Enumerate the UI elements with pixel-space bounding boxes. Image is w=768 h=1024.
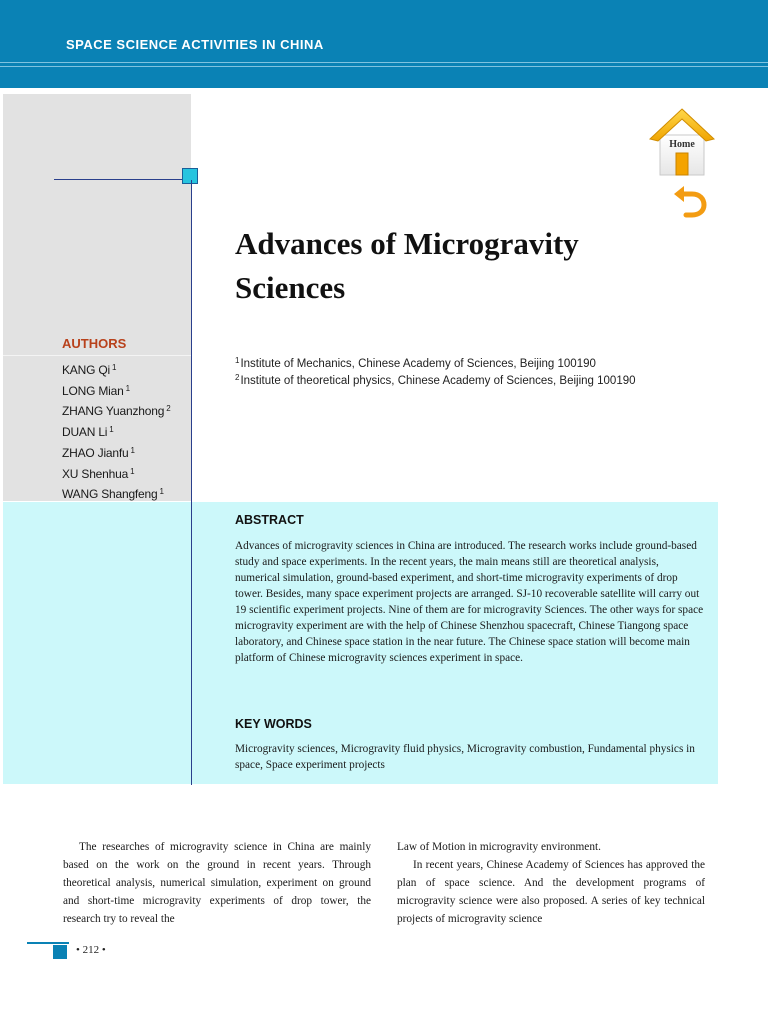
author-affiliation-marker: 1 [109, 425, 114, 435]
author-affiliation-marker: 1 [125, 383, 130, 393]
keywords-text: Microgravity sciences, Microgravity fluid physics, Microgravity combustion, Fundamental physics in space, Space experiment projects [235, 743, 695, 771]
footer-line [27, 942, 69, 944]
footer-square [53, 945, 67, 959]
decorative-vertical-line [191, 180, 192, 785]
header-divider [0, 62, 768, 63]
author-affiliation-marker: 1 [159, 487, 164, 497]
header-title: SPACE SCIENCE ACTIVITIES IN CHINA [66, 37, 324, 52]
author-affiliation-marker: 1 [130, 466, 135, 476]
author-item [62, 463, 170, 484]
authors-list [62, 359, 170, 504]
author-affiliation-marker: 1 [111, 363, 117, 372]
decorative-horizontal-line [54, 179, 191, 180]
sidebar-divider [3, 355, 191, 356]
abstract-text: Advances of microgravity sciences in China are introduced. The research works include ground-based study and space experiments. In the recent years, the main means still are theoretical analysis, numerical simulation, ground-based experiment, and short-time microgravity experiments of drop tower. Besides, many space experiment projects are arranged. SJ-10 recoverable satellite will carry out 19 scientific experiment projects. Nine of them are for microgravity Sciences. The other ways for space microgravity experiment are with the help of Chinese Shenzhou spacecraft, Chinese Tiangong space laboratory, and Chinese space station in the near future. The Chinese space station will become main platform of Chinese microgravity sciences experiment in space. [235, 540, 704, 664]
author-name: ZHAO Jianfu [62, 445, 129, 460]
author-name: XU Shenhua [62, 466, 129, 481]
back-arrow-icon [672, 184, 708, 218]
author-affiliation-marker: 2 [166, 404, 171, 414]
affiliation-text: Institute of Mechanics, Chinese Academy of Sciences, Beijing 100190 [240, 358, 596, 370]
body-paragraph: The researches of microgravity science in China are mainly based on the work on the ground in recent years. Through theoretical analysis, numerical simulation, experiment on ground and short-time microgravity experiments of drop tower, the research try to reveal the [63, 841, 371, 925]
home-label: Home [669, 139, 695, 150]
author-name: KANG Qi [62, 363, 110, 377]
author-item [62, 380, 170, 401]
author-name: LONG Mian [62, 383, 124, 398]
keywords-heading: KEY WORDS [235, 717, 312, 731]
author-item [62, 400, 170, 421]
article-title-line: Advances of Microgravity [235, 226, 579, 261]
affiliation-marker: 2 [235, 373, 240, 382]
author-item [62, 421, 170, 442]
author-item [62, 442, 170, 463]
author-item [62, 483, 170, 504]
abstract-heading: ABSTRACT [235, 513, 304, 527]
author-name: ZHANG Yuanzhong [62, 404, 165, 419]
article-title-line: Sciences [235, 270, 346, 305]
affiliation-marker: 1 [235, 356, 240, 365]
home-button[interactable] [648, 107, 716, 177]
body-paragraph: In recent years, Chinese Academy of Sciences has approved the plan of space science. And the development programs of microgravity science were also proposed. A series of key technical projects of microgravity science [397, 859, 705, 925]
affiliation [235, 373, 735, 387]
back-button[interactable] [672, 184, 708, 218]
body-column-right [397, 838, 705, 928]
affiliation [235, 356, 735, 370]
author-affiliation-marker: 1 [130, 445, 135, 455]
author-item [62, 359, 170, 380]
decorative-square [182, 168, 198, 184]
header-divider [0, 66, 768, 67]
header-bar [0, 0, 768, 88]
authors-heading: AUTHORS [62, 336, 127, 351]
article-title [235, 222, 715, 310]
affiliation-text: Institute of theoretical physics, Chinese Academy of Sciences, Beijing 100190 [240, 375, 636, 387]
author-name: WANG Shangfeng [62, 487, 158, 502]
body-column-left [63, 838, 371, 928]
body-paragraph: Law of Motion in microgravity environment. [397, 841, 601, 853]
author-name: DUAN Li [62, 425, 108, 440]
page-number: • 212 • [76, 944, 106, 956]
